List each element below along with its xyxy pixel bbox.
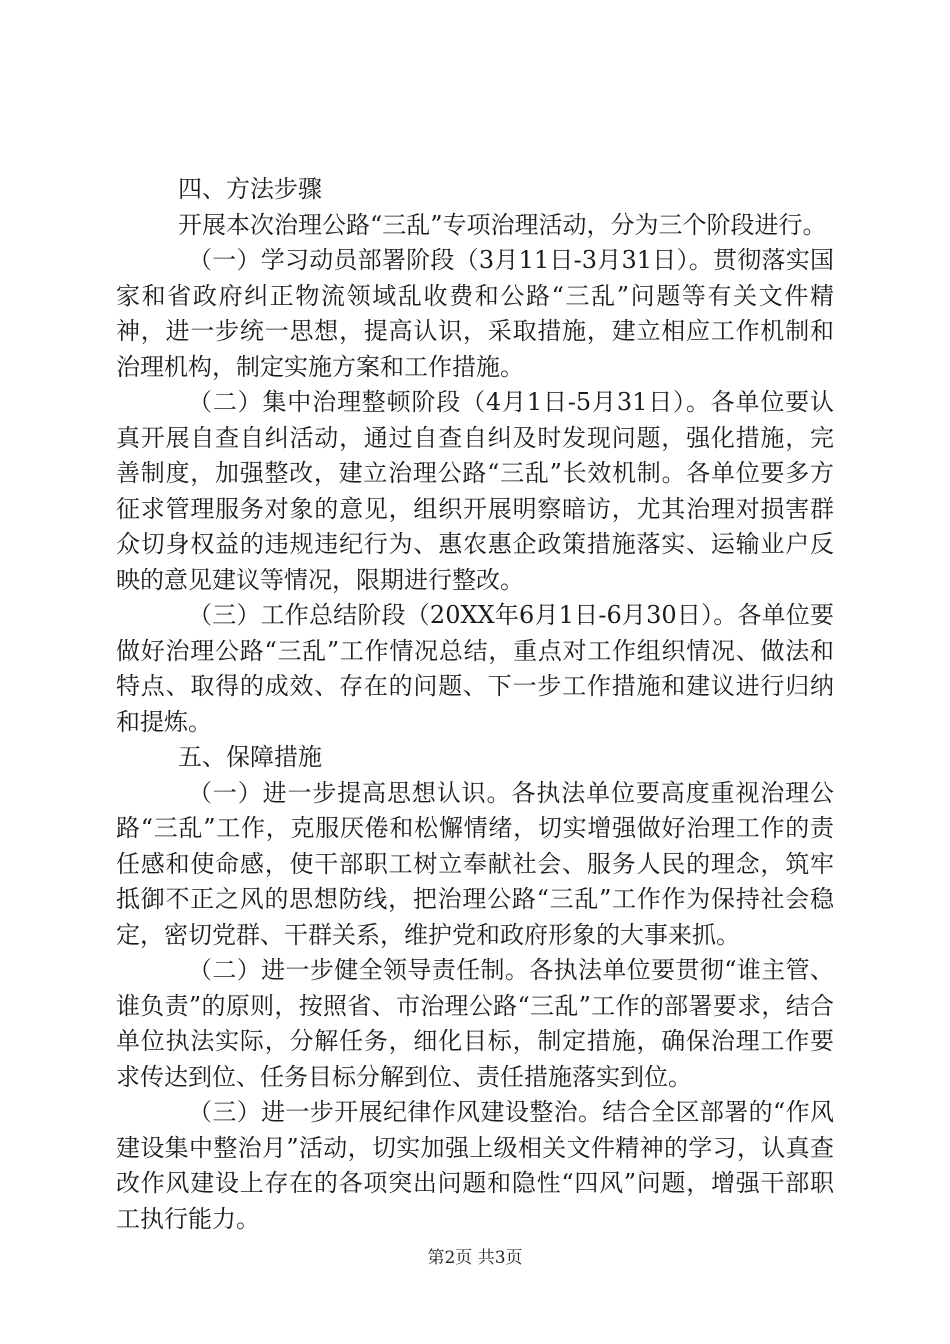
page-footer: 第2页 共3页 bbox=[427, 1248, 523, 1268]
document-body bbox=[116, 172, 834, 1237]
section-heading-methods: 四、方法步骤 bbox=[178, 175, 322, 203]
paragraph-measure-1: （一）进一步提高思想认识。各执法单位要高度重视治理公路“三乱”工作，克服厌倦和松懈情绪，切实增强做好治理工作的责任感和使命感，使干部职工树立奉献社会、服务人民的理念，筑牢抵御不正之风的思想防线，把治理公路“三乱”工作作为保持社会稳定，密切党群、干群关系，维护党和政府形象的大事来抓。 bbox=[116, 778, 834, 949]
paragraph-stage-3: （三）工作总结阶段（20XX年6月1日-6月30日）。各单位要做好治理公路“三乱”工作情况总结，重点对工作组织情况、做法和特点、取得的成效、存在的问题、下一步工作措施和建议进行归纳和提炼。 bbox=[116, 601, 834, 736]
paragraph-measure-2: （二）进一步健全领导责任制。各执法单位要贯彻“谁主管、谁负责”的原则，按照省、市治理公路“三乱”工作的部署要求，结合单位执法实际，分解任务，细化目标，制定措施，确保治理工作要求传达到位、任务目标分解到位、责任措施落实到位。 bbox=[116, 956, 834, 1091]
section-heading-measures: 五、保障措施 bbox=[178, 743, 322, 771]
paragraph-measure-3: （三）进一步开展纪律作风建设整治。结合全区部署的“作风建设集中整治月”活动，切实加强上级相关文件精神的学习，认真查改作风建设上存在的各项突出问题和隐性“四风”问题，增强干部职工执行能力。 bbox=[116, 1098, 834, 1233]
paragraph-stage-2: （二）集中治理整顿阶段（4月1日-5月31日）。各单位要认真开展自查自纠活动，通过自查自纠及时发现问题，强化措施，完善制度，加强整改，建立治理公路“三乱”长效机制。各单位要多方征求管理服务对象的意见，组织开展明察暗访，尤其治理对损害群众切身权益的违规违纪行为、惠农惠企政策措施落实、运输业户反映的意见建议等情况，限期进行整改。 bbox=[116, 388, 834, 594]
paragraph-stage-1: （一）学习动员部署阶段（3月11日-3月31日）。贯彻落实国家和省政府纠正物流领域乱收费和公路“三乱”问题等有关文件精神，进一步统一思想，提高认识，采取措施，建立相应工作机制和治理机构，制定实施方案和工作措施。 bbox=[116, 246, 834, 381]
paragraph-intro: 开展本次治理公路“三乱”专项治理活动，分为三个阶段进行。 bbox=[178, 210, 827, 239]
